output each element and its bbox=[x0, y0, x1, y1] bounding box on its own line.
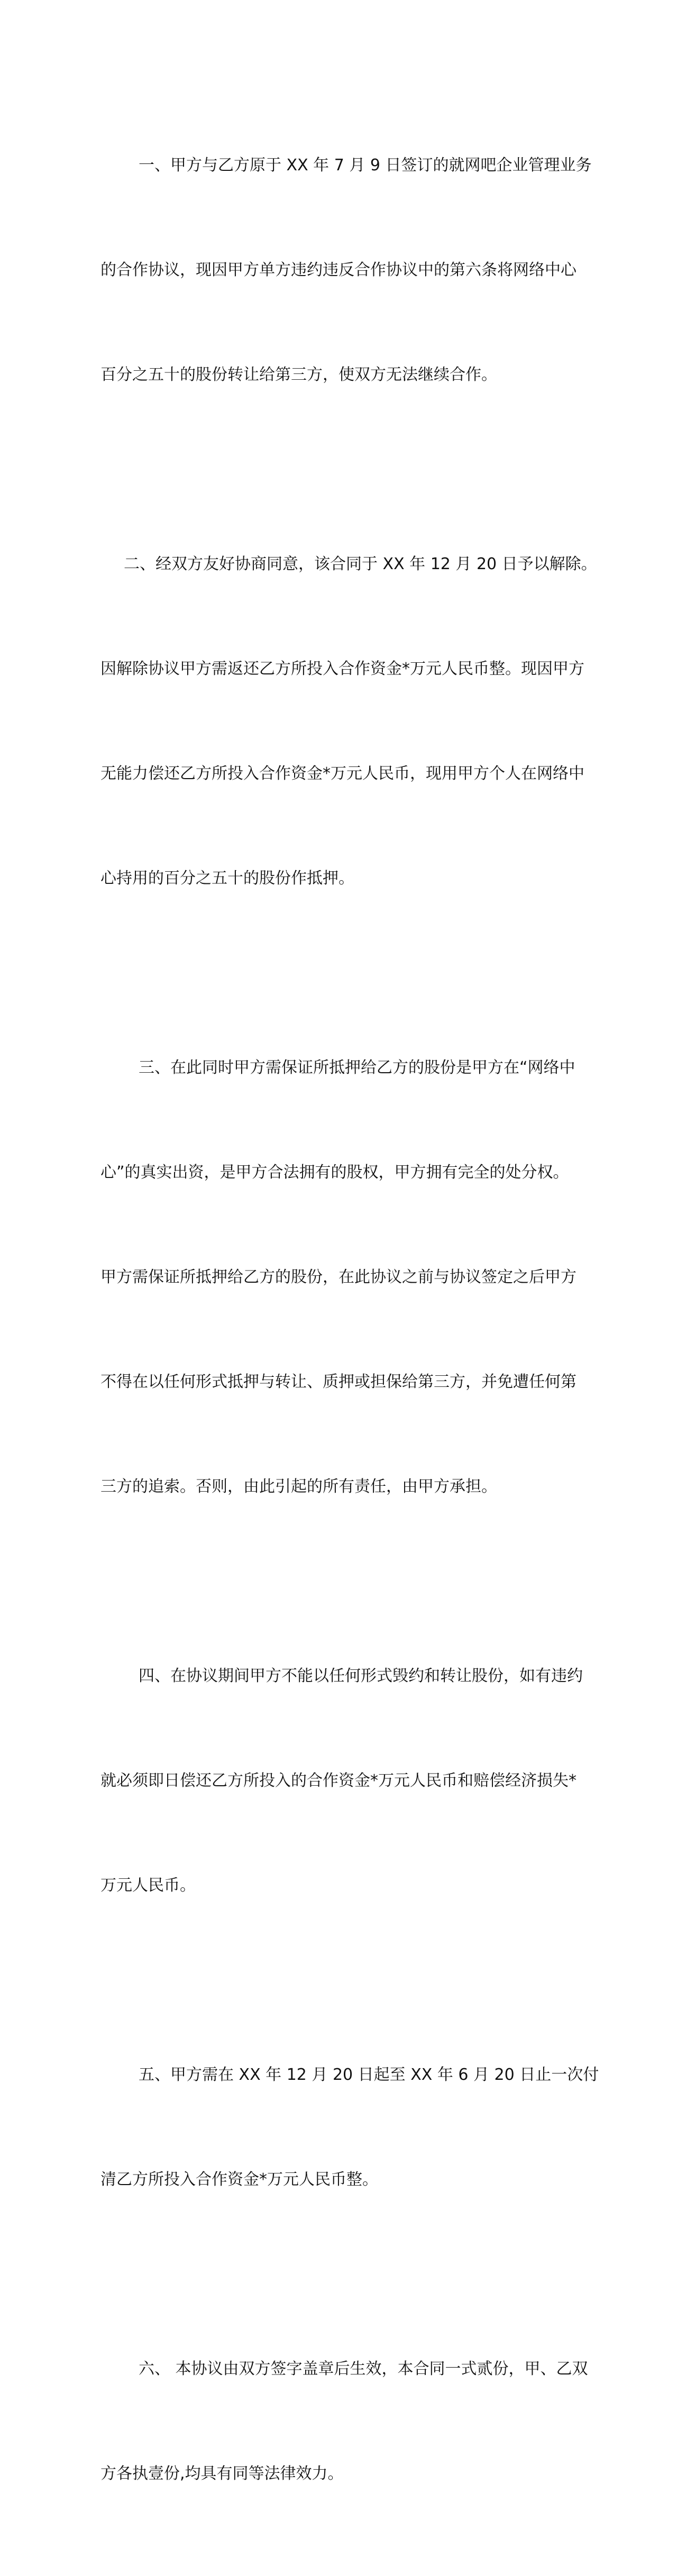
clause-3-line-3: 甲方需保证所抵押给乙方的股份，在此协议之前与协议签定之后甲方 bbox=[100, 1268, 577, 1286]
clause-2 bbox=[100, 477, 597, 966]
clause-6 bbox=[100, 2282, 588, 2561]
clause-3-line-5: 三方的追索。否则，由此引起的所有责任，由甲方承担。 bbox=[100, 1477, 497, 1496]
clause-4 bbox=[100, 1589, 583, 1973]
clause-3-line-1: 三、在此同时甲方需保证所抵押给乙方的股份是甲方在“网络中 bbox=[139, 1058, 575, 1077]
clause-3 bbox=[100, 981, 577, 1574]
clause-1 bbox=[100, 78, 592, 462]
clause-5 bbox=[100, 1988, 599, 2267]
document-body bbox=[100, 78, 599, 2576]
clause-1-line-3: 百分之五十的股份转让给第三方，使双方无法继续合作。 bbox=[100, 366, 497, 384]
clause-5-line-1: 五、甲方需在 XX 年 12 月 20 日起至 XX 年 6 月 20 日止一次付 bbox=[139, 2066, 599, 2084]
clause-3-line-4: 不得在以任何形式抵押与转让、质押或担保给第三方，并免遭任何第 bbox=[100, 1373, 577, 1391]
clause-1-line-2: 的合作协议，现因甲方单方违约违反合作协议中的第六条将网络中心 bbox=[100, 261, 577, 279]
clause-2-line-4: 心持用的百分之五十的股份作抵押。 bbox=[100, 869, 354, 888]
clause-6-line-2: 方各执壹份,均具有同等法律效力。 bbox=[100, 2464, 344, 2483]
clause-4-line-3: 万元人民币。 bbox=[100, 1876, 196, 1895]
clause-4-line-2: 就必须即日偿还乙方所投入的合作资金*万元人民币和赔偿经济损失* bbox=[100, 1771, 577, 1790]
clause-5-line-2: 清乙方所投入合作资金*万元人民币整。 bbox=[100, 2170, 378, 2189]
clause-6-line-1: 六、 本协议由双方签字盖章后生效，本合同一式贰份，甲、乙双 bbox=[139, 2360, 588, 2378]
clause-3-line-2: 心”的真实出资，是甲方合法拥有的股权，甲方拥有完全的处分权。 bbox=[100, 1163, 569, 1182]
clause-2-line-2: 因解除协议甲方需返还乙方所投入合作资金*万元人民币整。现因甲方 bbox=[100, 660, 584, 678]
clause-2-line-1: 二、经双方友好协商同意，该合同于 XX 年 12 月 20 日予以解除。 bbox=[124, 555, 597, 573]
clause-1-line-1: 一、甲方与乙方原于 XX 年 7 月 9 日签订的就网吧企业管理业务 bbox=[139, 156, 592, 175]
clause-4-line-1: 四、在协议期间甲方不能以任何形式毁约和转让股份，如有违约 bbox=[139, 1667, 583, 1685]
clause-2-line-3: 无能力偿还乙方所投入合作资金*万元人民币，现用甲方个人在网络中 bbox=[100, 764, 584, 783]
